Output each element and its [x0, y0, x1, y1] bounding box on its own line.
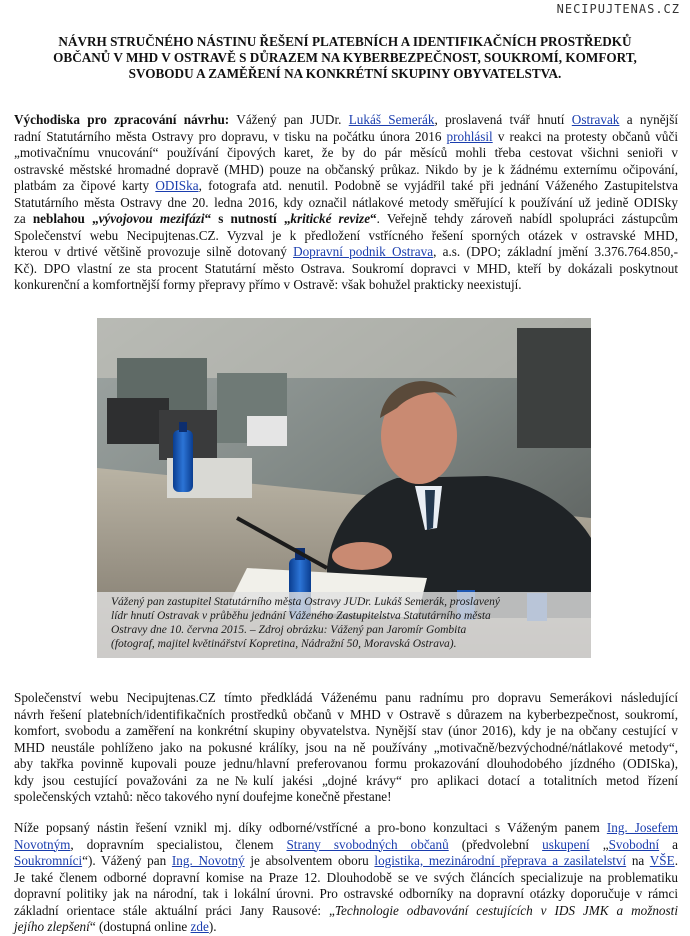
text-line: společenských vztahů: něco takového nyní doufejme konečně přestane!: [14, 789, 392, 804]
link-logistika[interactable]: logistika, mezinárodní přeprava a zasilatelství: [374, 853, 627, 868]
text-line: Společenství webu Necipujtenas.CZ tímto předkládá Váženému panu radnímu pro dopravu Semerákovi následující: [14, 690, 678, 705]
text-line: radní Statutárního města Ostravy pro dopravu, v tisku na počátku února 2016 prohlásil v reakci na protesty občanů vůči: [14, 128, 678, 144]
text-line: kdy jsou cestující považováni za ne№kulí jakési „dojné krávy“ pro aplikaci dotací a totalitních metod řízení: [14, 772, 678, 788]
council-photo: [97, 318, 591, 658]
text-line: MHD neustále pohlíženo jako na pokusné králíky, jsou na ně používány „motivačně/bezvýchodné/nátlakové metody“,: [14, 739, 678, 755]
photo-caption: [97, 592, 591, 658]
caption-line: Vážený pan zastupitel Statutárního města Ostravy JUDr. Lukáš Semerák, proslavený: [111, 596, 500, 608]
site-logo[interactable]: NECIPUJTENAS.CZ: [556, 2, 680, 16]
text-line: za neblahou „vývojovou mezifázi“ s nutností „kritické revize“. Veřejně tehdy zároveň nabídl spolupráci zástupcům: [14, 211, 678, 226]
link-zde[interactable]: zde: [190, 919, 209, 934]
link-odiska[interactable]: ODISka: [155, 178, 199, 193]
proposal-paragraph: [14, 690, 678, 806]
text-line: Je také členem odborné dopravní komise na Praze 12. Dlouhodobě se ve svých článcích specializuje na problematiku: [14, 869, 678, 885]
caption-line: (fotograf, majitel květinářství Kopretina, Nádražní 50, Moravská Ostrava).: [111, 638, 457, 650]
link-prohlasil[interactable]: prohlásil: [446, 128, 493, 144]
link-ing-josef[interactable]: Ing. Josefem: [606, 820, 678, 835]
quote-title-end: jejího zlepšení: [14, 919, 90, 934]
text-line: komfort, svobodu a zaměření na konkrétní skupiny obyvatelstva. Nynější stav (únor 2016), kdy je na občany cestující v: [14, 723, 678, 738]
text-line: jejího zlepšení“ (dostupná online zde).: [14, 919, 217, 934]
link-vse[interactable]: VŠE: [649, 853, 675, 868]
quote-vyvojova: vývojovou mezifázi: [98, 211, 205, 226]
caption-line: lídr hnutí Ostravak v průběhu jednání Váženého Zastupitelstva Statutárního města: [111, 610, 491, 622]
link-ing-novotny[interactable]: Ing. Novotný: [171, 853, 245, 868]
text-line: Statutárního města Ostravy dne 20. ledna 2016, kdy označil nátlakové metody směřující k používání už jedině ODISky: [14, 194, 678, 210]
link-svobodni[interactable]: Svobodní: [608, 836, 660, 852]
title-line: SVOBODU A ZAMĚŘENÍ NA KONKRÉTNÍ SKUPINY OBYVATELSTVA.: [128, 66, 562, 81]
page-title: [30, 34, 660, 82]
link-soukromnici[interactable]: Soukromníci: [14, 853, 83, 868]
link-uskupeni[interactable]: uskupení: [542, 836, 590, 852]
text-line: dopravní politiky jak na národní, tak i lokální úrovni. Pro ostravské odborníky na dopravní otázky doporučuje v rámci: [14, 886, 678, 901]
text-line: Novotným, dopravním specialistou, členem Strany svobodných občanů (předvolební uskupení „Svobodní a: [14, 836, 678, 852]
text-line: Soukromníci“). Vážený pan Ing. Novotný je absolventem oboru logistika, mezinárodní přeprava a zasilatelství na VŠE.: [14, 853, 678, 868]
link-novotny[interactable]: Novotným: [14, 836, 71, 852]
quote-title: Technologie odbavování cestujících v IDS JMK a možnosti: [334, 902, 678, 918]
caption-line: Ostravy dne 10. června 2015. – Zdroj obrázku: Vážený pan Jaromír Gombita: [111, 624, 467, 636]
link-strana-svobodnych[interactable]: Strany svobodných občanů: [286, 836, 449, 852]
lead-heading: Východiska pro zpracování návrhu:: [14, 112, 230, 127]
text-line: ostravské městské hromadné dopravě (MHD) pouze na občanský průkaz. Nikdo by je k žádnému externímu očipování,: [14, 161, 678, 177]
text-line: základní orientace stále aktuální práci Jany Rausové: „Technologie odbavování cestujících v IDS JMK a možnosti: [14, 902, 678, 918]
text-line: kterou v drtivé většině provozuje silně dotovaný Dopravní podnik Ostrava, a.s. (DPO; základní jmění 3.376.764.850,-: [14, 244, 678, 259]
text-line: Společenství webu Necipujtenas.CZ. Vyzval je k předložení vstřícného řešení sporných otázek v ostravské MHD,: [14, 227, 678, 243]
link-dpo[interactable]: Dopravní podnik Ostrava: [293, 244, 434, 259]
intro-paragraph: [14, 112, 678, 294]
title-line: NÁVRH STRUČNÉHO NÁSTINU ŘEŠENÍ PLATEBNÍCH A IDENTIFIKAČNÍCH PROSTŘEDKŮ: [58, 34, 632, 49]
text-line: Níže popsaný nástin řešení vznikl mj. díky odborné/vstřícné a pro-bono konzultaci s Váženým panem Ing. Josefem: [14, 820, 678, 835]
text-line: návrh řešení platebních/identifikačních prostředků občanů v MHD v Ostravě s důrazem na kyberbezpečnost, soukromí,: [14, 706, 678, 722]
text-line: platbám za čipové karty ODISka, fotografa atd. nenutil. Podobně se vyjádřil také při jednání Váženého Zastupitelstva: [14, 178, 678, 193]
consultation-paragraph: [14, 820, 678, 936]
quote-kriticke: kritické revize: [290, 211, 371, 226]
link-ostravak[interactable]: Ostravak: [571, 112, 620, 127]
link-semerak[interactable]: Lukáš Semerák: [348, 112, 435, 127]
title-line: OBČANŮ V MHD V OSTRAVĚ S DŮRAZEM NA KYBERBEZPEČNOST, SOUKROMÍ, KOMFORT,: [53, 50, 637, 65]
text-line: Východiska pro zpracování návrhu: Vážený pan JUDr. Lukáš Semerák, proslavená tvář hnutí Ostravak a nynější: [14, 112, 679, 127]
text-line: Kč). DPO vlastní ze sta procent Statutární město Ostrava. Soukromí dopravci v MHD, kteří by dokázali poskytnout: [14, 260, 678, 276]
text-line: konkurenční a komfortnější formy přepravy přímo v Ostravě: však bohužel prakticky neexistují.: [14, 277, 522, 292]
text-line: aby takřka povinně kupovali pouze jednu/hlavní preferovanou formu prokazování dlouhodobého jízdného (ODISka),: [14, 756, 678, 771]
text-line: „motivačnímu vnucování“ používání čipových karet, že by do pár měsíců mohli třeba cestovat všichni senioři v: [14, 145, 678, 160]
